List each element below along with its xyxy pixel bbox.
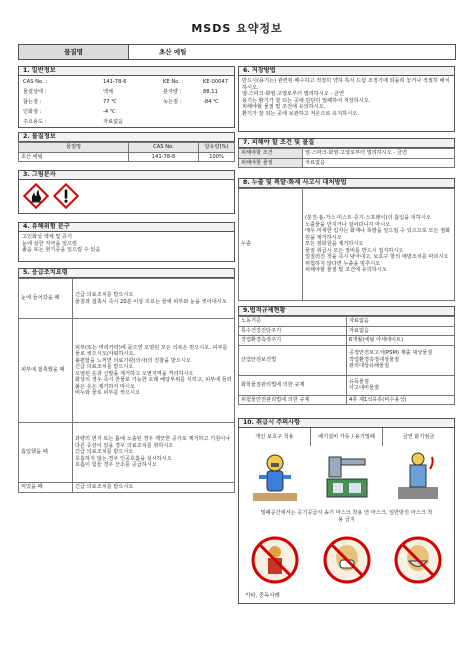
ppe-label: 금연 화기엄금: [402, 433, 435, 440]
table-row: [239, 158, 455, 168]
section-general-info: [18, 66, 235, 128]
avoid-value: 열·스파크·화염·고열로부터 멀리하시오 - 금연: [303, 149, 455, 159]
reg-value: 자료없음: [347, 326, 455, 336]
avoid-key: 피해야할 조건: [239, 149, 303, 159]
first-aid-line: 화상의 경우 즉시 찬물로 가능한 오래 해당부위를 식히고, 피부에 들러붙은 옷은 제거하지 마시오: [75, 377, 232, 390]
first-aid-key: 눈에 들어갔을 때: [19, 279, 73, 319]
product-value: 초산 에틸: [159, 47, 187, 56]
release-value: [303, 189, 455, 301]
first-aid-value: [73, 279, 235, 319]
info-value: -84 ℃: [203, 98, 219, 105]
table-row: [239, 395, 455, 405]
table-row: [19, 319, 235, 423]
table-row: [239, 149, 455, 159]
section-handling: [238, 418, 455, 604]
section-storage: [238, 66, 455, 132]
hazard-lines: [18, 232, 235, 262]
info-key: 물질상태 :: [23, 88, 47, 95]
prohibition-illustration: [239, 530, 311, 590]
no-fire-icon: [390, 449, 446, 505]
info-row: [19, 77, 234, 87]
release-line: 모든 점화원을 제거하시오: [305, 241, 364, 248]
avoid-value: 자료없음: [303, 158, 455, 168]
info-value: KE-00047: [203, 78, 229, 85]
first-aid-line: 긴급 의료조치를 받으시오: [75, 364, 134, 370]
pictogram-box: [18, 180, 235, 214]
section-title: 1. 일반정보: [18, 66, 235, 76]
flame-icon: [23, 183, 49, 209]
col-header: 물질명: [19, 143, 129, 153]
regulatory-table: [238, 316, 455, 405]
general-info-box: [18, 76, 235, 128]
prohibition-illustration: [311, 530, 383, 590]
first-aid-value: [73, 319, 235, 423]
release-line: 노출물을 만지거나 걸어다니지 마시오: [305, 221, 391, 228]
reg-key: 특수건강진단주기: [239, 326, 347, 336]
section-title: 2. 물질정보: [18, 132, 235, 142]
section-title: 10. 취급시 주의사항: [238, 418, 455, 428]
table-row: [239, 336, 455, 346]
handling-box: [238, 428, 455, 604]
storage-line: 피해야할 물질 및 조건에 유의하시오.: [242, 104, 326, 110]
first-aid-line: 비누와 물로 피부를 씻으시오: [75, 390, 141, 396]
info-key: 주요용도 :: [23, 118, 47, 125]
section-conditions-to-avoid: [238, 138, 455, 168]
table-row: [19, 279, 235, 319]
reg-key: 노동기준: [239, 317, 347, 327]
product-label: 물질명: [19, 45, 129, 59]
release-line: 물질 취급시 모든 장비를 반드시 접지하시오: [305, 247, 404, 254]
ventilation-illustration: [311, 446, 383, 508]
reg-value: 공정안전보고서(PSM) 제출 대상물질 작업환경측정대상물질 관리대상유해물질: [347, 345, 455, 375]
storage-line: 반드시(용기는) 관련된 배수하고 적절히 약하 특식 드럼 조정기에 되돌려 놓거나 적절히 배치하시오.: [242, 78, 450, 91]
info-key: CAS No. :: [23, 78, 48, 85]
info-value: 액체: [103, 88, 114, 95]
section-title: 5. 응급조치요령: [18, 268, 235, 278]
section-regulatory: [238, 306, 455, 405]
reg-value: 4류 제1석유류(비수용성): [347, 395, 455, 405]
table-row: [239, 326, 455, 336]
section-hazard-statements: [18, 222, 235, 262]
ppe-images: [239, 446, 454, 508]
reg-key: 산업안전보건법: [239, 345, 347, 375]
info-value: 자료없음: [103, 118, 124, 125]
first-aid-table: [18, 278, 235, 493]
first-aid-line: 과량의 먼지 또는 흄에 노출된 경우 깨끗한 공기로 제거하고 기침이나 다른 증상이 있을 경우 의료조치를 취하시오: [75, 436, 231, 449]
table-row: [19, 152, 235, 162]
release-line: (분진·흄·가스·미스트·증기·스프레이)의 흡입을 피하시오: [305, 215, 431, 222]
substance-table: [18, 142, 235, 162]
table-row: [19, 423, 235, 483]
release-table: [238, 188, 455, 301]
first-aid-line: 불편함을 느끼면 의료기관(의사)의 진찰을 받으시오: [75, 357, 191, 364]
col-header: 함유량(%): [199, 143, 235, 153]
info-value: -4 ℃: [103, 108, 116, 115]
storage-line: 용기는 환기가 잘 되는 곳에 단단히 밀폐하여 저장하시오.: [242, 97, 371, 104]
handling-footer: 기타, 중독사례: [245, 593, 280, 599]
release-key: 누출: [239, 189, 303, 301]
avoid-table: [238, 148, 455, 168]
section-title: 9.법적규제현황: [238, 306, 455, 316]
release-line: 매우 미세한 입자는 화재나 폭발을 일으킬 수 있으므로 모든 점화원을 제거하시오: [305, 228, 451, 241]
respirator-note: 밀폐공간에서는 공기공급식 송기 마스크 착용 연 마스크, 일반방진 마스크 착용 금지: [260, 510, 433, 523]
table-cell: 141-78-6: [129, 152, 199, 162]
table-row: [239, 189, 455, 301]
table-cell: 100%: [199, 152, 235, 162]
section-pictograms: [18, 170, 235, 214]
table-row: [239, 317, 455, 327]
hazard-line: 눈에 심한 자극을 일으킴: [22, 240, 78, 247]
section-title: 6. 저장방법: [238, 66, 455, 76]
prohibited-worker-icon: [249, 534, 301, 586]
first-aid-value: [73, 483, 235, 493]
first-aid-line: 물질과 접촉시 즉시 20분 이상 흐르는 물에 피부와 눈을 씻어내시오: [75, 298, 227, 305]
col-header: CAS No.: [129, 143, 199, 153]
first-aid-line: 호흡이 힘들 경우 산소를 공급하시오: [75, 462, 157, 469]
worker-icon: [247, 449, 303, 505]
first-aid-line: 긴급 의료조치를 받으시오: [75, 292, 134, 298]
prohibited-mask-icon: [321, 534, 373, 586]
info-row: [19, 87, 234, 97]
info-key: 분자량 :: [163, 88, 182, 95]
storage-line: 열·스파크·화염·고열로부터 멀리하시오 - 금연: [242, 91, 344, 97]
reg-value: 자료없음: [347, 317, 455, 327]
product-name-bar: [18, 44, 456, 60]
no-smoking-illustration: [382, 446, 454, 508]
ppe-worker-illustration: [239, 446, 311, 508]
section-title: 4. 유해위험 문구: [18, 222, 235, 232]
document-title: MSDS 요약정보: [191, 22, 283, 35]
first-aid-line: 긴급 의료조치를 받으시오: [75, 449, 134, 456]
first-aid-key: 먹었을 때: [19, 483, 73, 493]
release-line: 피해야할 물질 및 조건에 유의하시오: [305, 267, 387, 274]
prohibited-dustmask-icon: [392, 534, 444, 586]
storage-lines: [238, 76, 455, 132]
info-row: [19, 107, 234, 117]
storage-line: 환기가 잘 되는 곳에 보관하고 저온으로 유지하시오.: [242, 110, 359, 117]
reg-value: 유독물질 사고대비물질: [347, 375, 455, 395]
info-value: 88.11: [203, 88, 218, 95]
first-aid-line: 긴급 의료조치를 받으시오: [75, 484, 134, 491]
first-aid-line: 오염된 옷과 신발을 제거하고 오염지역을 격리하시오: [75, 370, 194, 377]
table-row: [19, 483, 235, 493]
table-cell: 초산 에틸: [19, 152, 129, 162]
info-key: 인화점 :: [23, 108, 42, 115]
ppe-images-row2: [239, 530, 454, 590]
table-row: [239, 375, 455, 395]
first-aid-key: 흡입했을 때: [19, 423, 73, 483]
section-first-aid: [18, 268, 235, 493]
reg-key: 작업환경측정주기: [239, 336, 347, 346]
table-row: [239, 345, 455, 375]
section-accidental-release: [238, 178, 455, 301]
first-aid-line: 호흡하지 않는 경우 인공호흡을 실시하시오: [75, 455, 172, 462]
reg-key: 위험물안전관리법에 의한 규제: [239, 395, 347, 405]
first-aid-key: 피부에 접촉했을 때: [19, 319, 73, 423]
release-line: 엎질러진 것을 즉시 닦아내고, 보호구 항의 예방조치를 따르시오: [305, 254, 449, 261]
info-key: 녹는점 :: [163, 98, 182, 105]
info-value: 77 ℃: [103, 98, 118, 105]
hazard-line: 졸음 또는 현기증을 일으킬 수 있음: [22, 247, 101, 253]
release-line: 위험하지 않다면 누출을 멈추시오: [305, 260, 381, 267]
info-key: 끓는점 :: [23, 98, 42, 105]
reg-value: 6개월(에틸 아세테이트): [347, 336, 455, 346]
section-substance-info: [18, 132, 235, 162]
prohibition-illustration: [382, 530, 454, 590]
info-row: [19, 117, 234, 127]
ppe-headers: [239, 428, 454, 446]
first-aid-line: 피부(또는 머리카락)에 묻으면 오염된 모든 의복은 벗으시오. 피부를 물로 씻으시오/샤워하시오.: [75, 344, 228, 357]
section-title: 3. 그림문자: [18, 170, 235, 180]
ppe-label: 배기설비 가동 / 용기밀폐: [311, 428, 383, 446]
section-title: 8. 누출 및 폭발·화재 사고시 대처방법: [238, 178, 455, 188]
info-key: KE No. :: [163, 78, 184, 85]
ppe-label: 개인 보호구 착용: [239, 428, 311, 446]
exhaust-icon: [319, 449, 375, 505]
section-title: 7. 피해야 할 조건 및 물질: [238, 138, 455, 148]
avoid-key: 피해야할 물질: [239, 158, 303, 168]
info-value: 141-78-6: [103, 78, 127, 85]
reg-key: 화학물질관리법에 의한 규제: [239, 375, 347, 395]
exclamation-icon: [53, 183, 79, 209]
first-aid-value: [73, 423, 235, 483]
hazard-line: 고인화성 액체 및 증기: [22, 234, 73, 240]
info-row: [19, 97, 234, 107]
pictogram-row: [19, 180, 234, 212]
